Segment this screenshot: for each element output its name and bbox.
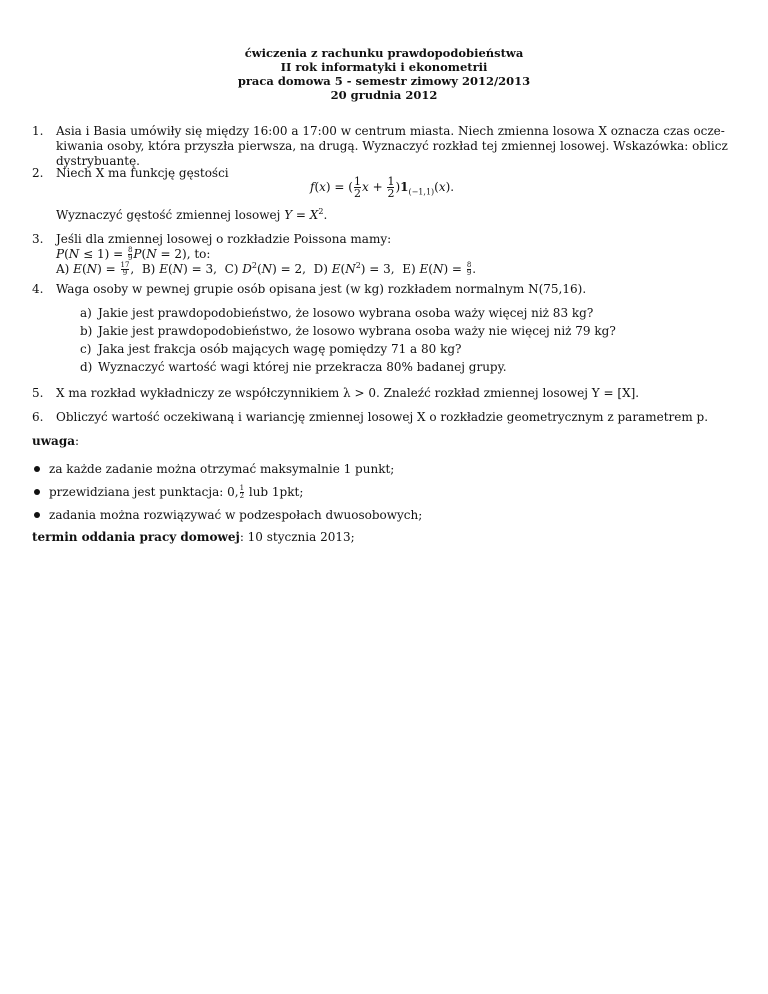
note-bullet: [34, 508, 422, 523]
note-text: przewidziana jest punktacja: 0,: [49, 485, 239, 499]
bullet-icon: [34, 466, 40, 472]
problem-line: X ma rozkład wykładniczy ze współczynnikiem λ > 0. Znaleźć rozkład zmiennej losowej Y = [X].: [56, 386, 640, 400]
subproblem-text: Jaka jest frakcja osób mających wagę pomiędzy 71 a 80 kg?: [98, 342, 462, 356]
header-date: 20 grudnia 2012: [330, 88, 438, 102]
header-course: ćwiczenia z rachunku prawdopodobieństwa: [244, 46, 524, 60]
header-assignment: praca domowa 5 - semestr zimowy 2012/2013: [237, 74, 531, 88]
subproblem: [80, 360, 700, 375]
note-bullet: przewidziana jest punktacja: 0, $\frac{1}{2}$ lub 1pkt;: [34, 485, 303, 500]
problem-line: Asia i Basia umówiły się między 16:00 a 17:00 w centrum miasta. Niech zmienna losowa X oznacza czas ocze-: [56, 124, 725, 138]
subproblem: [80, 306, 700, 321]
deadline-date: : 10 stycznia 2013;: [239, 530, 355, 544]
problem-line: Niech X ma funkcję gęstości: [56, 166, 229, 180]
problem-line: Jeśli dla zmiennej losowej o rozkładzie Poissona mamy:: [56, 232, 392, 246]
problem-line: A) E(N) = $\frac{17}{9}$ , B) E(N) = 3, C) $D^2(N) = 2$, D) $E(N^2) = 3$, E) E(N) = $\frac{8}{9}$ .: [56, 261, 477, 277]
subproblem-text: Jakie jest prawdopodobieństwo, że losowo wybrana osoba waży więcej niż 83 kg?: [98, 306, 594, 320]
problem-number: 1.: [32, 124, 44, 138]
note-text: lub 1pkt;: [248, 485, 304, 499]
problem-6: [32, 410, 732, 425]
note-text: zadania można rozwiązywać w podzespołach dwuosobowych;: [49, 508, 423, 522]
deadline: [32, 530, 355, 545]
notes-heading: uwaga:: [32, 434, 80, 448]
note-bullet: [34, 462, 394, 477]
problem-number: 6.: [32, 410, 44, 424]
subproblem: [80, 342, 700, 357]
note-text: za każde zadanie można otrzymać maksymalnie 1 punkt;: [49, 462, 395, 476]
problem-number: 4.: [32, 282, 44, 296]
header-program: II rok informatyki i ekonometrii: [280, 60, 488, 74]
problem-5: [32, 386, 732, 401]
problem-1: [32, 124, 732, 169]
problem-number: 3.: [32, 232, 44, 246]
deadline-label: termin oddania pracy domowej: [32, 530, 240, 544]
subproblem-label: d): [80, 360, 93, 374]
problem-line: Waga osoby w pewnej grupie osób opisana jest (w kg) rozkładem normalnym N(75,16).: [56, 282, 587, 296]
subproblem-label: b): [80, 324, 93, 338]
problem-number: 5.: [32, 386, 44, 400]
density-formula: f(x) = ( $\frac{1}{2}$ x + $\frac{1}{2}$ )$1_{(-1,1)}(x)$.: [310, 175, 455, 200]
problem-number: 2.: [32, 166, 44, 180]
problem-line: dystrybuantę.: [56, 154, 140, 168]
subproblem-text: Wyznaczyć wartość wagi której nie przekracza 80% badanej grupy.: [98, 360, 507, 374]
bullet-icon: [34, 512, 40, 518]
problem-2-task: Wyznaczyć gęstość zmiennej losowej $Y = X^2$.: [56, 207, 328, 222]
bullet-icon: [34, 489, 40, 495]
problem-line: kiwania osoby, która przyszła pierwsza, na drugą. Wyznaczyć rozkład tej zmiennej losowej. Wskazówka: oblicz: [56, 139, 728, 153]
subproblem: [80, 324, 700, 339]
subproblem-label: a): [80, 306, 92, 320]
subproblem-label: c): [80, 342, 92, 356]
document-header: [0, 46, 768, 102]
problem-line: P(N ≤ 1) = $\frac{8}{9}$ P(N = 2), to:: [56, 246, 211, 262]
problem-3: [32, 232, 732, 277]
subproblem-text: Jakie jest prawdopodobieństwo, że losowo wybrana osoba waży nie więcej niż 79 kg?: [98, 324, 616, 338]
problem-line: Obliczyć wartość oczekiwaną i wariancję zmiennej losowej X o rozkładzie geometrycznym z parametrem p.: [56, 410, 709, 424]
problem-4: [32, 282, 732, 297]
